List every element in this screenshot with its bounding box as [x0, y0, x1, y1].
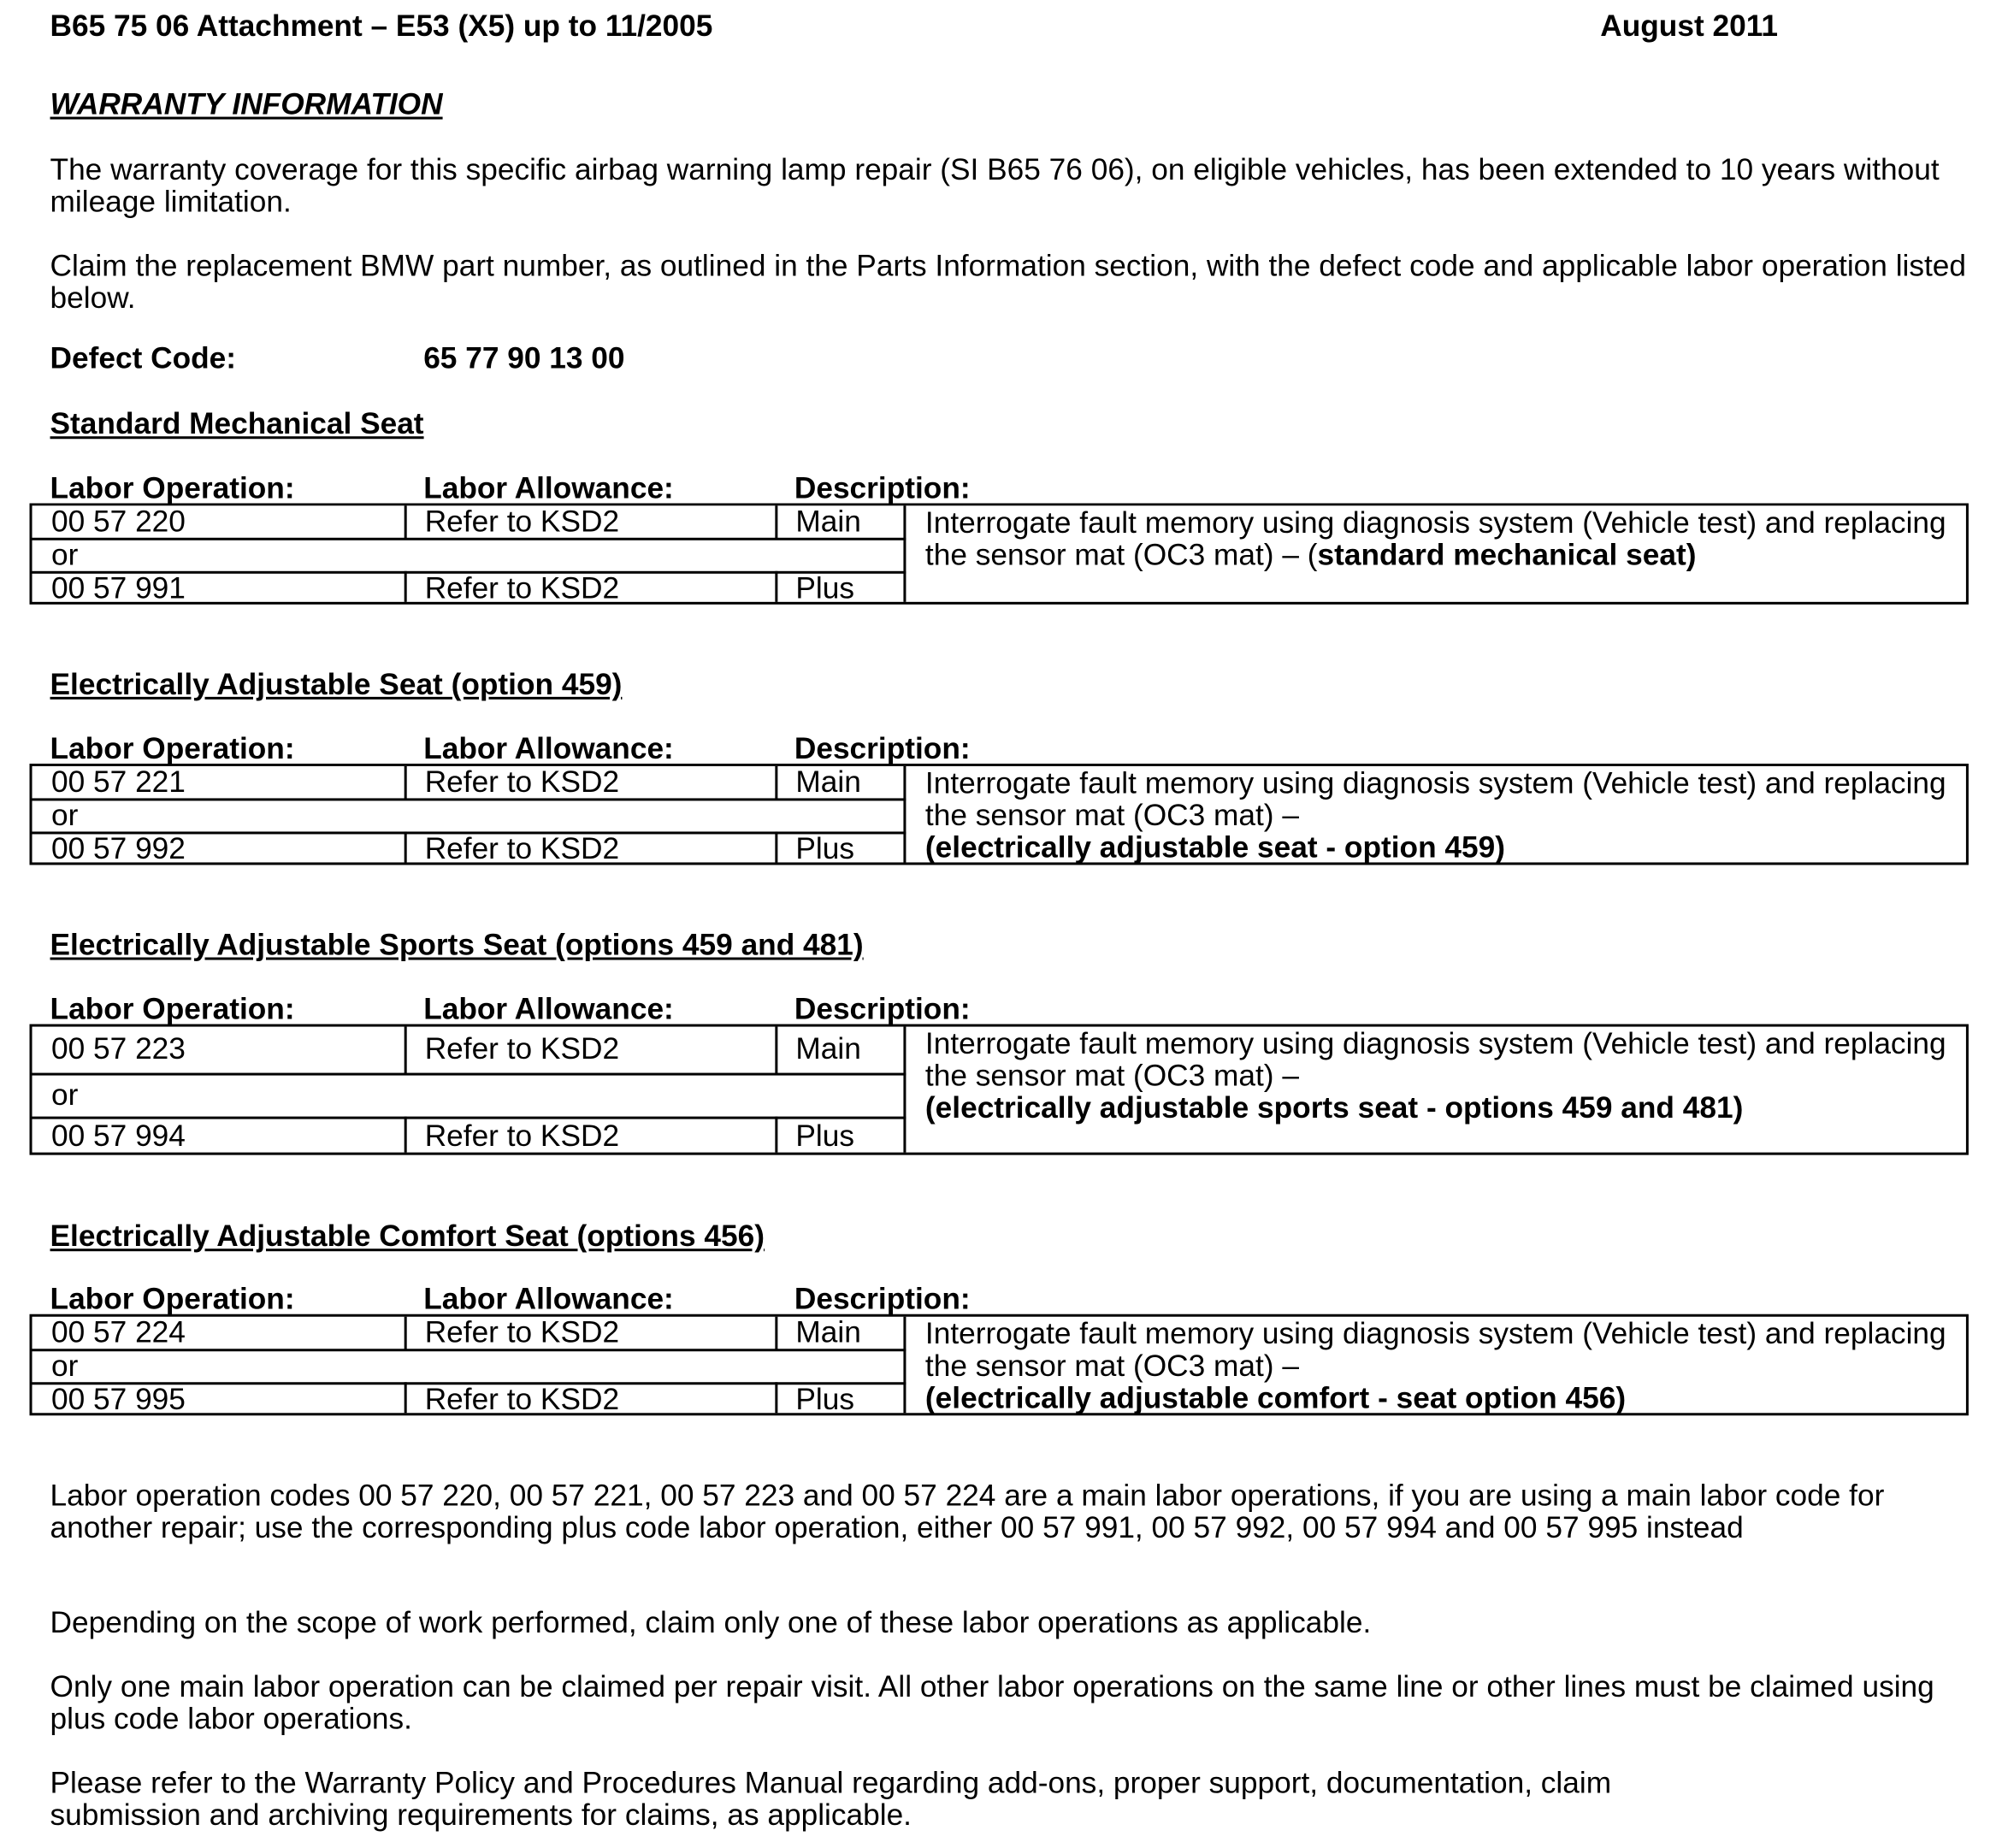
table-cell-op: 00 57 995	[51, 1382, 186, 1416]
table-cell-op: 00 57 220	[51, 504, 186, 538]
footer-paragraph-4: Please refer to the Warranty Policy and Procedures Manual regarding add-ons, proper support, documentation, claim submission and archiving requirements for claims, as applicable.	[50, 1765, 1612, 1832]
intro-paragraph-2: Claim the replacement BMW part number, as outlined in the Parts Information section, with the defect code and applicable labor operation listed below.	[50, 249, 1967, 315]
table-cell-description	[906, 766, 1965, 864]
page-title: WARRANTY INFORMATION	[50, 87, 443, 121]
description-text: Interrogate fault memory using diagnosis system (Vehicle test) and replacing the sensor mat (OC3 mat) –	[924, 1026, 1946, 1093]
description-bold-text: (electrically adjustable comfort - seat option 456)	[924, 1380, 1627, 1414]
description-text: Interrogate fault memory using diagnosis system (Vehicle test) and replacing the sensor mat (OC3 mat) –	[924, 1316, 1946, 1383]
col-header-description: Description:	[794, 470, 971, 505]
table-cell-type: Plus	[795, 831, 854, 865]
col-header-allowance: Labor Allowance:	[423, 470, 674, 505]
table-cell-or: or	[51, 537, 79, 571]
table-cell-allowance: Refer to KSD2	[424, 831, 620, 865]
section-heading-comfort: Electrically Adjustable Comfort Seat (options 456)	[50, 1219, 765, 1253]
col-divider	[405, 571, 407, 602]
defect-code-label: Defect Code:	[50, 341, 237, 375]
footer-paragraph-2: Depending on the scope of work performed, claim only one of these labor operations as applicable.	[50, 1605, 1372, 1639]
table-cell-op: 00 57 994	[51, 1119, 186, 1153]
col-header-allowance: Labor Allowance:	[423, 1282, 674, 1316]
defect-code-value: 65 77 90 13 00	[423, 341, 625, 375]
table-cell-description	[906, 1317, 1965, 1414]
footer-paragraph-1: Labor operation codes 00 57 220, 00 57 221, 00 57 223 and 00 57 224 are a main labor operations, if you are using a main labor code for another repair; use the corresponding plus code labor operation, either 00 57 991, 00 57 992, 00 57 994 and 00 57 995 instead	[50, 1478, 1885, 1544]
labor-table-comfort	[30, 1314, 1969, 1416]
col-header-operation: Labor Operation:	[50, 992, 295, 1026]
table-cell-allowance: Refer to KSD2	[424, 1031, 620, 1066]
labor-table-sports	[30, 1024, 1969, 1155]
header-bulletin-id: B65 75 06 Attachment – E53 (X5) up to 11/2005	[50, 9, 713, 43]
table-cell-description	[906, 1027, 1952, 1125]
description-text: Interrogate fault memory using diagnosis system (Vehicle test) and replacing the sensor mat (OC3 mat) –	[924, 765, 1946, 832]
col-divider	[775, 571, 777, 602]
table-cell-type: Plus	[795, 1382, 854, 1416]
col-divider	[775, 505, 777, 539]
table-cell-type: Main	[795, 1315, 861, 1349]
table-cell-allowance: Refer to KSD2	[424, 765, 620, 799]
col-divider	[405, 1317, 407, 1350]
table-cell-allowance: Refer to KSD2	[424, 1382, 620, 1416]
col-divider	[775, 1117, 777, 1153]
col-divider	[405, 1117, 407, 1153]
col-divider	[775, 1382, 777, 1413]
table-cell-op: 00 57 223	[51, 1031, 186, 1066]
labor-table-electric	[30, 764, 1969, 865]
col-divider	[405, 1382, 407, 1413]
table-cell-type: Plus	[795, 570, 854, 605]
col-header-description: Description:	[794, 731, 971, 765]
table-cell-or: or	[51, 1349, 79, 1383]
table-cell-description	[906, 505, 1965, 571]
description-bold-text: standard mechanical seat)	[1317, 537, 1697, 571]
table-cell-op: 00 57 224	[51, 1315, 186, 1349]
description-bold-text: (electrically adjustable sports seat - options 459 and 481)	[924, 1090, 1744, 1125]
col-header-operation: Labor Operation:	[50, 731, 295, 765]
table-cell-allowance: Refer to KSD2	[424, 1119, 620, 1153]
table-cell-or: or	[51, 798, 79, 832]
col-divider	[405, 831, 407, 862]
table-cell-or: or	[51, 1078, 79, 1112]
table-cell-type: Plus	[795, 1119, 854, 1153]
table-cell-type: Main	[795, 765, 861, 799]
col-header-description: Description:	[794, 992, 971, 1026]
table-cell-op: 00 57 992	[51, 831, 186, 865]
intro-paragraph-1: The warranty coverage for this specific airbag warning lamp repair (SI B65 76 06), on eligible vehicles, has been extended to 10 years without mileage limitation.	[50, 152, 1940, 219]
col-divider	[775, 831, 777, 862]
col-header-allowance: Labor Allowance:	[423, 992, 674, 1026]
description-bold-text: (electrically adjustable seat - option 459)	[924, 830, 1506, 864]
col-divider	[405, 766, 407, 800]
col-header-allowance: Labor Allowance:	[423, 731, 674, 765]
description-text: Interrogate fault memory using diagnosis system (Vehicle test) and replacing the sensor mat (OC3 mat) – (	[924, 505, 1946, 571]
footer-paragraph-3: Only one main labor operation can be claimed per repair visit. All other labor operations on the same line or other lines must be claimed using plus code labor operations.	[50, 1669, 1934, 1735]
table-cell-op: 00 57 991	[51, 570, 186, 605]
table-cell-type: Main	[795, 1031, 861, 1066]
table-cell-op: 00 57 221	[51, 765, 186, 799]
labor-table-standard	[30, 503, 1969, 605]
col-divider	[405, 505, 407, 539]
col-header-operation: Labor Operation:	[50, 1282, 295, 1316]
table-cell-allowance: Refer to KSD2	[424, 504, 620, 538]
col-divider	[775, 1027, 777, 1075]
table-cell-allowance: Refer to KSD2	[424, 1315, 620, 1349]
section-heading-electric: Electrically Adjustable Seat (option 459)	[50, 667, 623, 701]
header-date: August 2011	[1600, 9, 1779, 43]
table-cell-allowance: Refer to KSD2	[424, 570, 620, 605]
table-cell-type: Main	[795, 504, 861, 538]
col-header-operation: Labor Operation:	[50, 470, 295, 505]
col-divider	[775, 1317, 777, 1350]
section-heading-sports: Electrically Adjustable Sports Seat (options 459 and 481)	[50, 928, 864, 962]
col-divider	[405, 1027, 407, 1075]
col-header-description: Description:	[794, 1282, 971, 1316]
section-heading-standard: Standard Mechanical Seat	[50, 406, 424, 440]
col-divider	[775, 766, 777, 800]
